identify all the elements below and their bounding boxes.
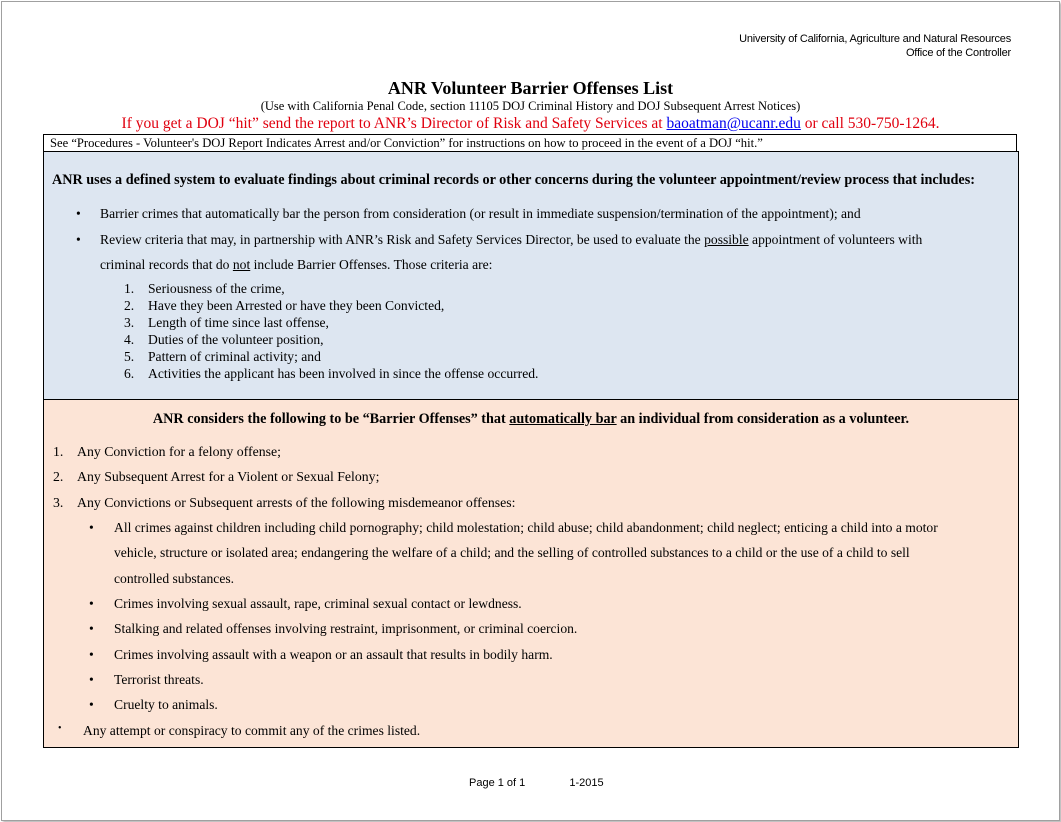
list-item: 1. Any Conviction for a felony offense; (53, 444, 281, 459)
bullet-icon: • (89, 520, 94, 535)
org-office: Office of the Controller (905, 47, 1011, 59)
bullet-icon: • (76, 232, 81, 247)
page-footer (469, 777, 604, 789)
list-item: 2. Have they been Arrested or have they been Convicted, (124, 298, 445, 313)
barrier-offenses-section: ANR considers the following to be “Barrier Offenses” that automatically bar an individual from consideration as a volunteer. 1. Any Conviction for a felony offense; 2. Any Subsequent Arrest for a Violent or Sexual Felony; 3. Any Convictions or Subsequent arrests of the following misdemeanor offenses: • All crimes against children including child pornography; child molestation; child abuse; child abandonment; child neglect; enticing a child into a motor vehicle, structure or isolated area; endangering the welfare of a child; and the selling of controlled substances to a child or the use of a child to sell controlled substances. • Crimes involving sexual assault, rape, criminal sexual contact or lewdness. • Stalking and related offenses involving restraint, imprisonment, or criminal coercion. • Crimes involving assault with a weapon or an assault that results in bodily harm. • Terrorist threats. • Cruelty to animals. • Any attempt or conspiracy to commit any of the crimes listed. (43, 400, 1019, 748)
page-number: Page 1 of 1 (469, 777, 526, 789)
hit-prefix: If you get a DOJ “hit” send the report to ANR’s Director of Risk and Safety Services at (121, 115, 667, 132)
page-subtitle: (Use with California Penal Code, section 11105 DOJ Criminal History and DOJ Subsequent Arrest Notices) (260, 99, 801, 113)
organization-header (739, 32, 1011, 60)
bullet-icon: • (76, 206, 81, 221)
procedures-note: See “Procedures - Volunteer's DOJ Report Indicates Arrest and/or Conviction” for instructions on how to proceed in the event of a DOJ “hit.” (43, 134, 1017, 151)
list-item: 5. Pattern of criminal activity; and (124, 349, 321, 364)
list-item: 1. Seriousness of the crime, (124, 281, 285, 296)
document-version: 1-2015 (569, 777, 604, 789)
list-item: 3. Any Convictions or Subsequent arrests of the following misdemeanor offenses: (53, 495, 516, 510)
bullet-icon: • (89, 596, 94, 611)
evaluation-section: ANR uses a defined system to evaluate findings about criminal records or other concerns during the volunteer appointment/review process that includes: • Barrier crimes that automatically bar the person from consideration (or result in immediate suspension/termination of the appointment); and • Review criteria that may, in partnership with ANR’s Risk and Safety Services Director, be used to evaluate the possible appointment of volunteers with criminal records that do not include Barrier Offenses. Those criteria are: 1. Seriousness of the crime, 2. Have they been Arrested or have they been Convicted, 3. Length of time since last offense, 4. Duties of the volunteer position, 5. Pattern of criminal activity; and 6. Activities the applicant has been involved in since the offense occurred. (43, 151, 1019, 400)
bullet-icon: • (89, 621, 94, 636)
org-name: University of California, Agriculture and Natural Resources (739, 33, 1011, 45)
hit-suffix: or call 530-750-1264. (800, 115, 940, 132)
list-item: 6. Activities the applicant has been involved in since the offense occurred. (124, 366, 539, 381)
barrier-heading: ANR considers the following to be “Barrier Offenses” that automatically bar an individual from consideration as a volunteer. (152, 411, 910, 427)
list-item: 2. Any Subsequent Arrest for a Violent or Sexual Felony; (53, 469, 380, 484)
evaluation-intro: ANR uses a defined system to evaluate findings about criminal records or other concerns during the volunteer appointment/review process that includes: (52, 172, 975, 188)
bullet-icon: • (89, 697, 94, 712)
doj-hit-instruction (0, 115, 1061, 133)
list-item: 4. Duties of the volunteer position, (124, 332, 324, 347)
bullet-icon: • (58, 723, 62, 734)
email-link[interactable]: baoatman@ucanr.edu (666, 115, 801, 132)
criteria-list (124, 280, 538, 382)
bullet-icon: • (89, 647, 94, 662)
page-title: ANR Volunteer Barrier Offenses List (387, 78, 674, 98)
bullet-icon: • (89, 672, 94, 687)
list-item: 3. Length of time since last offense, (124, 315, 329, 330)
